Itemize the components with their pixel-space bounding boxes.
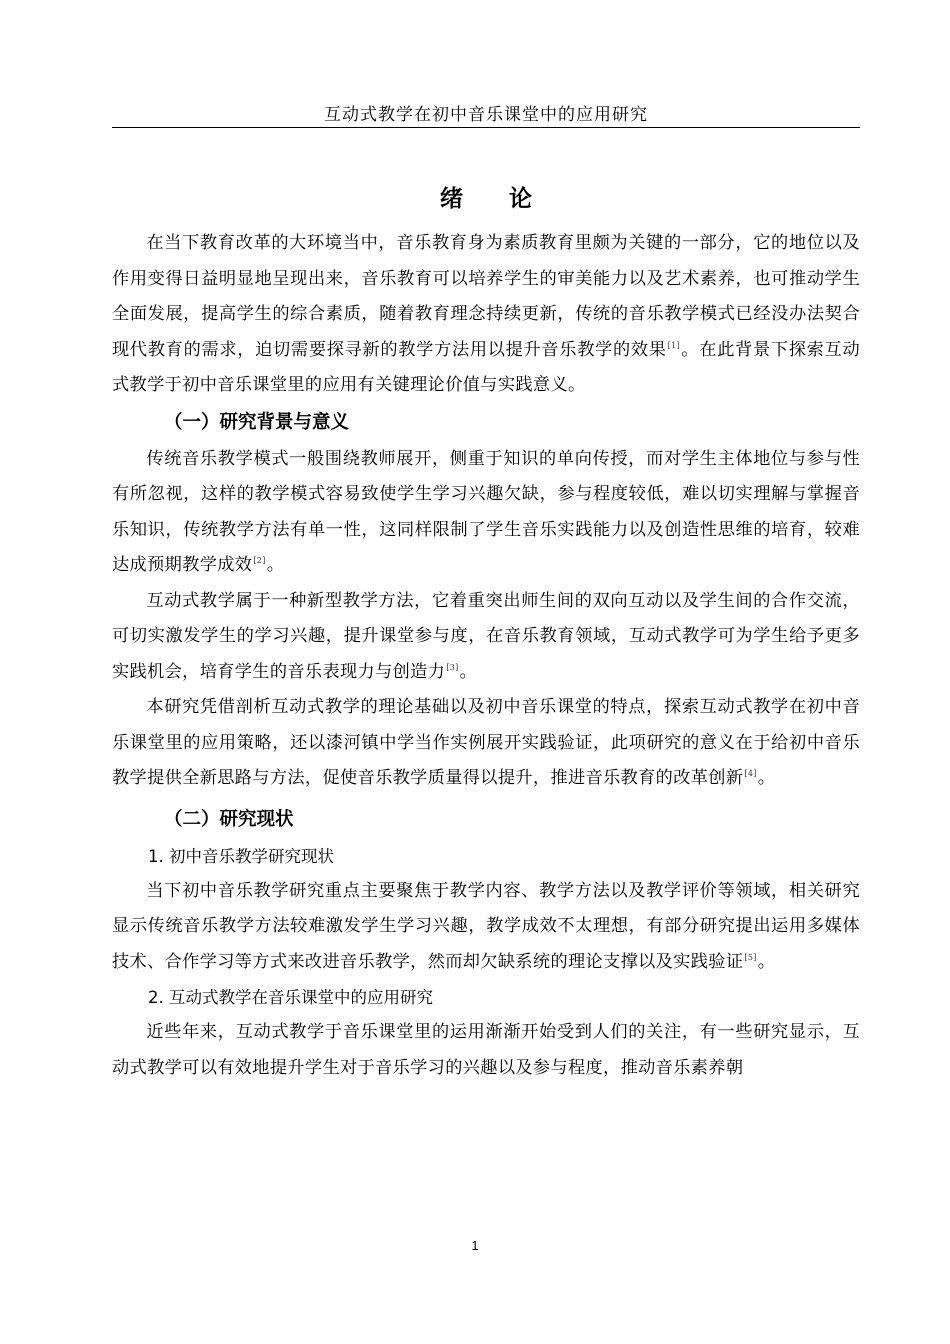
- chapter-title: [112, 180, 860, 213]
- citation-2: [2]: [253, 556, 266, 565]
- subsection-heading-2: 2. 互动式教学在音乐课堂中的应用研究: [148, 988, 433, 1007]
- background-paragraph-1: 传统音乐教学模式一般围绕教师展开，侧重于知识的单向传授，而对学生主体地位与参与性有所忽视，这样的教学模式容易致使学生学习兴趣欠缺，参与程度较低，难以切实理解与掌握音乐知识，传统教学方法有单一性，这同样限制了学生音乐实践能力以及创造性思维的培育，较难达成预期教学成效[2]。: [112, 448, 860, 575]
- intro-paragraph: 在当下教育改革的大环境当中，音乐教育身为素质教育里颇为关键的一部分，它的地位以及作用变得日益明显地呈现出来，音乐教育可以培养学生的审美能力以及艺术素养，也可推动学生全面发展，提高学生的综合素质，随着教育理念持续更新，传统的音乐教学模式已经没办法契合现代教育的需求，迫切需要探寻新的教学方法用以提升音乐教学的效果[1]。在此背景下探索互动式教学于初中音乐课堂里的应用有关键理论价值与实践意义。: [112, 233, 860, 395]
- running-header: 互动式教学在初中音乐课堂中的应用研究: [324, 105, 648, 125]
- title-char-2: 论: [509, 185, 532, 212]
- section-heading-background: （一）研究背景与意义: [164, 411, 350, 433]
- citation-1: [1]: [667, 340, 681, 350]
- citation-3: [3]: [446, 662, 459, 672]
- title-char-1: 绪: [440, 185, 463, 212]
- page-number: 1: [471, 1238, 479, 1253]
- document-body: [112, 226, 860, 1086]
- citation-5: [5]: [744, 952, 757, 962]
- background-paragraph-3: 本研究凭借剖析互动式教学的理论基础以及初中音乐课堂的特点，探索互动式教学在初中音乐课堂里的应用策略，还以漆河镇中学当作实例展开实践验证，此项研究的意义在于给初中音乐教学提供全新思路与方法，促使音乐教学质量得以提升，推进音乐教育的改革创新[4]。: [112, 697, 860, 788]
- section-heading-status: （二）研究现状: [164, 808, 294, 830]
- status-paragraph-2: 近些年来，互动式教学于音乐课堂里的运用渐渐开始受到人们的关注，有一些研究显示，互动式教学可以有效地提升学生对于音乐学习的兴趣以及参与程度，推动音乐素养朝: [112, 1022, 860, 1078]
- background-paragraph-2: 互动式教学属于一种新型教学方法，它着重突出师生间的双向互动以及学生间的合作交流，可切实激发学生的学习兴趣，提升课堂参与度，在音乐教育领域，互动式教学可为学生给予更多实践机会，培育学生的音乐表现力与创造力[3]。: [112, 590, 860, 682]
- header-rule: [112, 127, 860, 128]
- status-paragraph-1: 当下初中音乐教学研究重点主要聚焦于教学内容、教学方法以及教学评价等领域，相关研究显示传统音乐教学方法较难激发学生学习兴趣，教学成效不太理想，有部分研究提出运用多媒体技术、合作学习等方式来改进音乐教学，然而却欠缺系统的理论支撑以及实践验证[5]。: [112, 880, 860, 972]
- subsection-heading-1: 1. 初中音乐教学研究现状: [148, 846, 334, 866]
- citation-4: [4]: [744, 769, 757, 778]
